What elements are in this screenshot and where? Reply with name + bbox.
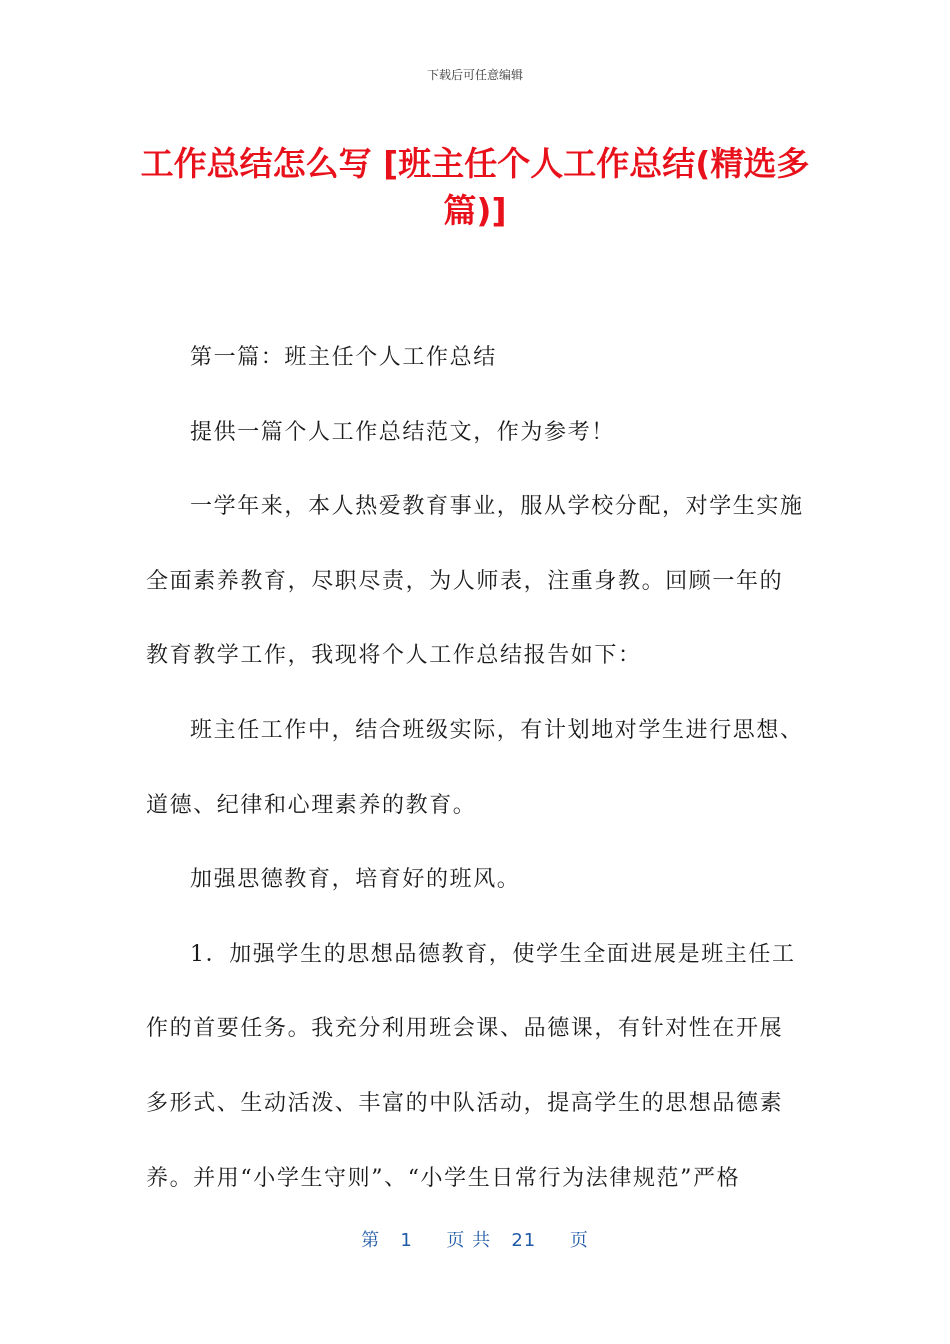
footer-suffix: 页 — [569, 1230, 589, 1251]
document-body — [146, 321, 806, 1216]
page-footer — [0, 1226, 950, 1252]
paragraph: 提供一篇个人工作总结范文，作为参考！ — [190, 419, 615, 445]
footer-prefix: 第 — [361, 1230, 381, 1251]
paragraph: 一学年来，本人热爱教育事业，服从学校分配，对学生实施全面素养教育，尽职尽责，为人师表，注重身教。回顾一年的教育教学工作，我现将个人工作总结报告如下： — [146, 494, 804, 669]
document-title: 工作总结怎么写 [班主任个人工作总结(精选多篇)] — [140, 144, 810, 230]
header-note: 下载后可任意编辑 — [426, 68, 523, 82]
footer-middle: 页 共 — [446, 1230, 492, 1251]
total-pages-number: 21 — [511, 1230, 537, 1251]
current-page-number: 1 — [400, 1230, 413, 1251]
paragraph: 班主任工作中，结合班级实际，有计划地对学生进行思想、道德、纪律和心理素养的教育。 — [146, 717, 804, 818]
paragraph: 1．加强学生的思想品德教育，使学生全面进展是班主任工作的首要任务。我充分利用班会课、品德课，有针对性在开展多形式、生动活泼、丰富的中队活动，提高学生的思想品德素养。并用“小学生守则”、“小学生日常行为法律规范”严格 — [146, 941, 796, 1191]
paragraph: 加强思德教育，培育好的班风。 — [190, 867, 521, 893]
section-heading: 第一篇：班主任个人工作总结 — [190, 345, 497, 370]
